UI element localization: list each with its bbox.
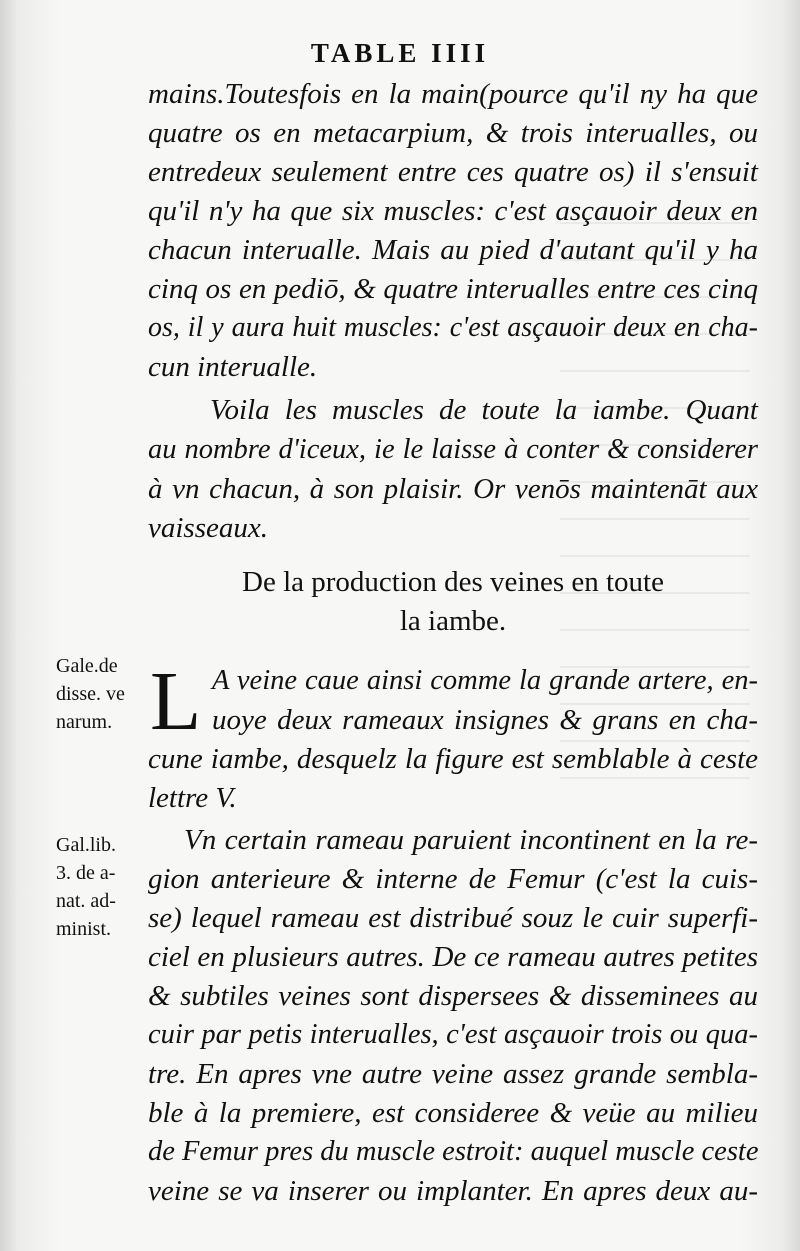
text-line: cinq os en pediō, & quatre interualles entre ces cinq — [148, 273, 758, 305]
text-line: veine se va inserer ou implanter. En apres deux au- — [148, 1175, 758, 1207]
margin-note-line: nat. ad- — [56, 890, 116, 912]
text-line: quatre os en metacarpium, & trois interualles, ou — [148, 117, 758, 149]
text-line: qu'il n'y ha que six muscles: c'est asçauoir deux en — [148, 195, 758, 227]
text-line: ciel en plusieurs autres. De ce rameau autres petites — [148, 941, 758, 973]
text-line: se) lequel rameau est distribué souz le cuir superfi- — [148, 902, 758, 934]
text-line: cuir par petis interualles, c'est asçauoir trois ou qua- — [148, 1019, 758, 1050]
text-line: mains.Toutesfois en la main(pource qu'il ny ha que — [148, 78, 758, 110]
text-line: entredeux seulement entre ces quatre os) il s'ensuit — [148, 156, 758, 188]
text-line: cun interualle. — [148, 351, 318, 383]
text-line: A veine caue ainsi comme la grande artere, en- — [212, 665, 758, 696]
text-line: lettre V. — [148, 782, 237, 814]
text-line: de Femur pres du muscle estroit: auquel muscle ceste — [148, 1136, 759, 1167]
text-line: à vn chacun, à son plaisir. Or venōs maintenāt aux — [148, 473, 758, 505]
margin-note-line: disse. ve — [56, 683, 125, 705]
text-line: Vn certain rameau paruient incontinent en la re- — [184, 824, 758, 856]
text-line: uoye deux rameaux insignes & grans en cha- — [212, 704, 758, 736]
text-line: au nombre d'iceux, ie le laisse à conter & considerer — [148, 434, 758, 465]
text-line: os, il y aura huit muscles: c'est asçauoir deux en cha- — [148, 312, 758, 343]
text-line: tre. En apres vne autre veine assez grande sembla- — [148, 1058, 758, 1090]
margin-note-2 — [56, 835, 151, 947]
text-line: & subtiles veines sont dispersees & disseminees au — [148, 980, 758, 1012]
text-line: ble à la premiere, est consideree & veüe au milieu — [148, 1097, 758, 1129]
margin-note-line: minist. — [56, 918, 112, 940]
section-heading-line-2: la iambe. — [399, 605, 507, 637]
text-line: vaisseaux. — [148, 512, 268, 544]
text-line: Voila les muscles de toute la iambe. Quant — [210, 394, 758, 426]
margin-note-line: 3. de a- — [56, 862, 116, 884]
text-line: cune iambe, desquelz la figure est semblable à ceste — [148, 743, 758, 775]
text-line: chacun interualle. Mais au pied d'autant qu'il y ha — [148, 234, 758, 266]
margin-note-line: Gal.lib. — [56, 834, 116, 856]
running-head: TABLE IIII — [310, 38, 490, 68]
margin-note-1 — [56, 656, 151, 740]
margin-note-line: Gale.de — [56, 655, 118, 677]
drop-cap: L — [150, 655, 202, 748]
section-heading-line-1: De la production des veines en toute — [242, 566, 664, 598]
text-line: gion anterieure & interne de Femur (c'est la cuis- — [148, 863, 758, 895]
margin-note-line: narum. — [56, 711, 113, 733]
